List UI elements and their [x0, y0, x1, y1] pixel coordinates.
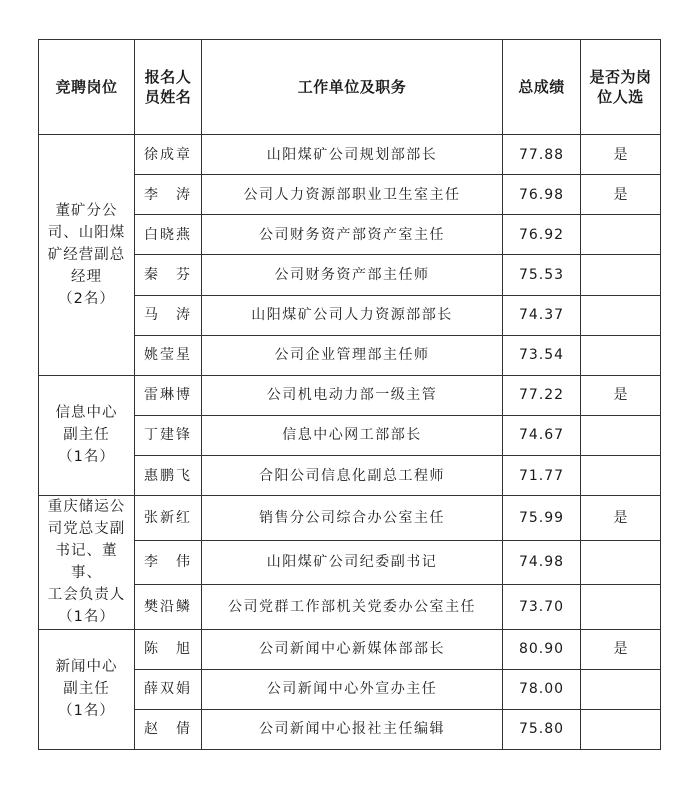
position-cell — [39, 629, 135, 749]
candidate-name-cell: 樊沿鳞 — [135, 585, 202, 629]
candidate-name-cell: 赵 倩 — [135, 709, 202, 749]
candidate-name-cell: 秦 芬 — [135, 255, 202, 295]
position-line: （1名） — [58, 703, 115, 720]
selected-flag-cell — [581, 415, 661, 455]
position-line: 书记、董事、 — [55, 543, 118, 582]
selected-flag-cell — [581, 215, 661, 255]
position-line: 新闻中心 — [55, 659, 118, 676]
candidate-name-cell: 李 涛 — [135, 175, 202, 215]
table-row — [39, 496, 661, 540]
header-position: 竞聘岗位 — [39, 40, 135, 135]
candidate-name-cell: 丁建锋 — [135, 415, 202, 455]
position-line: 工会负责人 — [47, 587, 126, 604]
work-unit-cell: 公司财务资产部资产室主任 — [202, 215, 503, 255]
work-unit-cell: 公司人力资源部职业卫生室主任 — [202, 175, 503, 215]
header-name: 报名人 员姓名 — [135, 40, 202, 135]
candidate-name-cell: 张新红 — [135, 496, 202, 540]
candidate-name-cell: 雷琳博 — [135, 375, 202, 415]
selected-flag-cell: 是 — [581, 175, 661, 215]
total-score-cell: 76.98 — [503, 175, 581, 215]
selected-flag-cell: 是 — [581, 496, 661, 540]
total-score-cell: 74.98 — [503, 540, 581, 584]
header-score: 总成绩 — [503, 40, 581, 135]
position-line: （1名） — [58, 449, 115, 466]
selected-flag-cell: 是 — [581, 375, 661, 415]
position-line: 重庆储运公 — [47, 499, 126, 516]
position-line: 司党总支副 — [47, 521, 126, 538]
total-score-cell: 71.77 — [503, 456, 581, 496]
work-unit-cell: 合阳公司信息化副总工程师 — [202, 456, 503, 496]
position-cell — [39, 496, 135, 629]
position-line: 董矿分公 — [55, 202, 118, 219]
total-score-cell: 75.53 — [503, 255, 581, 295]
candidate-name-cell: 姚莹星 — [135, 335, 202, 375]
position-line: 副主任 — [63, 427, 110, 444]
candidate-name-cell: 马 涛 — [135, 295, 202, 335]
selected-flag-cell — [581, 709, 661, 749]
position-line: （2名） — [58, 290, 115, 307]
selected-flag-cell: 是 — [581, 135, 661, 175]
selected-flag-cell — [581, 295, 661, 335]
header-unit: 工作单位及职务 — [202, 40, 503, 135]
work-unit-cell: 公司新闻中心新媒体部部长 — [202, 629, 503, 669]
total-score-cell: 78.00 — [503, 669, 581, 709]
header-row — [39, 40, 661, 135]
selected-flag-cell — [581, 669, 661, 709]
total-score-cell: 80.90 — [503, 629, 581, 669]
work-unit-cell: 公司新闻中心外宣办主任 — [202, 669, 503, 709]
total-score-cell: 77.88 — [503, 135, 581, 175]
total-score-cell: 77.22 — [503, 375, 581, 415]
total-score-cell: 74.37 — [503, 295, 581, 335]
selected-flag-cell — [581, 456, 661, 496]
table-row — [39, 135, 661, 175]
selected-flag-cell — [581, 335, 661, 375]
work-unit-cell: 山阳煤矿公司纪委副书记 — [202, 540, 503, 584]
candidate-name-cell: 徐成章 — [135, 135, 202, 175]
candidate-name-cell: 李 伟 — [135, 540, 202, 584]
candidate-name-cell: 惠鹏飞 — [135, 456, 202, 496]
work-unit-cell: 公司党群工作部机关党委办公室主任 — [202, 585, 503, 629]
position-line: 经理 — [71, 268, 102, 285]
position-cell — [39, 135, 135, 376]
position-cell — [39, 375, 135, 495]
position-line: 副主任 — [63, 681, 110, 698]
work-unit-cell: 公司财务资产部主任师 — [202, 255, 503, 295]
total-score-cell: 73.54 — [503, 335, 581, 375]
selected-flag-cell: 是 — [581, 629, 661, 669]
total-score-cell: 76.92 — [503, 215, 581, 255]
total-score-cell: 73.70 — [503, 585, 581, 629]
work-unit-cell: 公司新闻中心报社主任编辑 — [202, 709, 503, 749]
candidate-name-cell: 白晓燕 — [135, 215, 202, 255]
table-row — [39, 375, 661, 415]
total-score-cell: 75.80 — [503, 709, 581, 749]
position-line: 司、山阳煤 — [47, 224, 126, 241]
candidate-name-cell: 薛双娟 — [135, 669, 202, 709]
candidate-results-table — [38, 39, 661, 750]
position-line: （1名） — [58, 609, 115, 626]
table-row — [39, 629, 661, 669]
selected-flag-cell — [581, 585, 661, 629]
table-body — [39, 135, 661, 750]
work-unit-cell: 山阳煤矿公司规划部部长 — [202, 135, 503, 175]
work-unit-cell: 公司企业管理部主任师 — [202, 335, 503, 375]
position-line: 矿经营副总 — [47, 246, 126, 263]
position-line: 信息中心 — [55, 405, 118, 422]
work-unit-cell: 公司机电动力部一级主管 — [202, 375, 503, 415]
work-unit-cell: 销售分公司综合办公室主任 — [202, 496, 503, 540]
header-selected: 是否为岗 位人选 — [581, 40, 661, 135]
work-unit-cell: 山阳煤矿公司人力资源部部长 — [202, 295, 503, 335]
total-score-cell: 74.67 — [503, 415, 581, 455]
total-score-cell: 75.99 — [503, 496, 581, 540]
selected-flag-cell — [581, 255, 661, 295]
candidate-name-cell: 陈 旭 — [135, 629, 202, 669]
selected-flag-cell — [581, 540, 661, 584]
work-unit-cell: 信息中心网工部部长 — [202, 415, 503, 455]
